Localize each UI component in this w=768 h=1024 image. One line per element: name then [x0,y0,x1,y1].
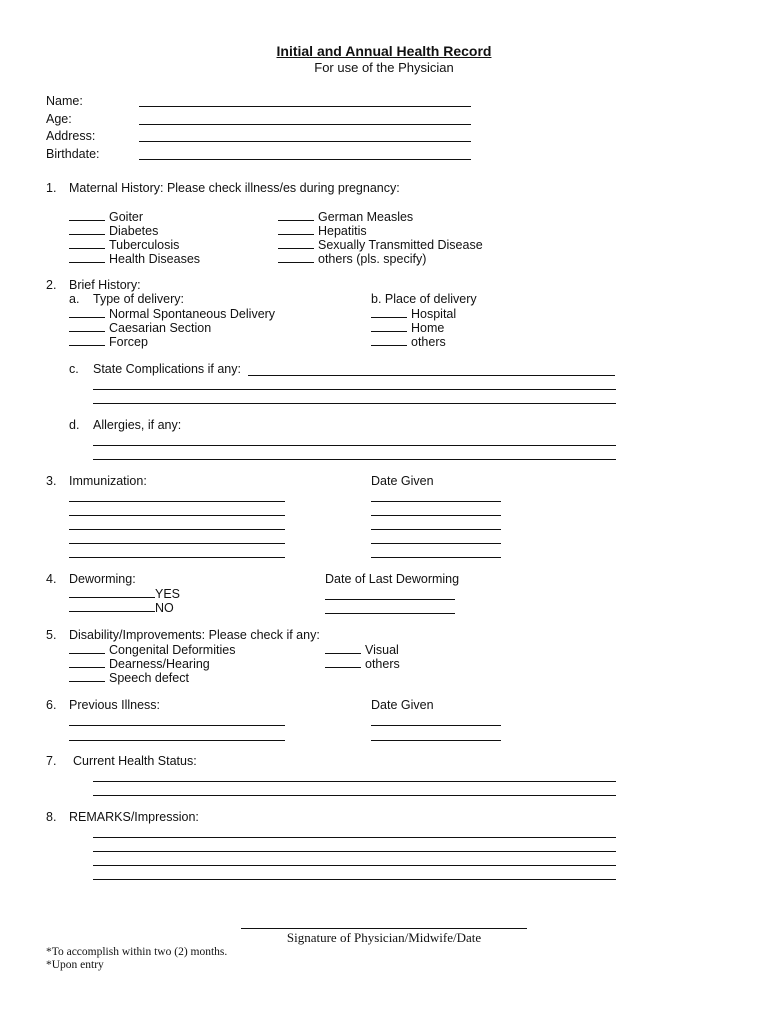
signature-label: Signature of Physician/Midwife/Date [286,930,482,945]
immunization-line[interactable] [69,543,285,544]
signature-line[interactable] [241,928,527,929]
birthdate-field[interactable] [139,159,471,160]
remarks-line[interactable] [93,879,616,880]
deworming-no-option[interactable]: NO [69,600,174,615]
immunization-line[interactable] [69,515,285,516]
checkbox-home[interactable]: Home [371,320,444,335]
checkbox-diabetes[interactable]: Diabetes [69,223,158,238]
immunization-line[interactable] [69,501,285,502]
immunization-line[interactable] [69,529,285,530]
previous-illness-line[interactable] [69,725,285,726]
deworming-date-line[interactable] [325,613,455,614]
checkbox-tuberculosis[interactable]: Tuberculosis [69,237,179,252]
checkbox-hepatitis[interactable]: Hepatitis [278,223,367,238]
section-2-number: 2. [46,278,57,292]
checkbox-visual[interactable]: Visual [325,642,399,657]
section-3-date-label: Date Given [371,474,434,488]
section-2a-letter: a. [69,292,80,306]
section-8-heading: REMARKS/Impression: [69,810,199,824]
section-2d-letter: d. [69,418,80,432]
previous-illness-line[interactable] [69,740,285,741]
section-2b-label: b. Place of delivery [371,292,477,306]
checkbox-congenital-deformities[interactable]: Congenital Deformities [69,642,235,657]
health-status-line[interactable] [93,781,616,782]
checkbox-caesarian[interactable]: Caesarian Section [69,320,211,335]
checkbox-german-measles[interactable]: German Measles [278,209,413,224]
checkbox-goiter[interactable]: Goiter [69,209,143,224]
immunization-date-line[interactable] [371,515,501,516]
immunization-line[interactable] [69,557,285,558]
section-8-number: 8. [46,810,57,824]
remarks-line[interactable] [93,837,616,838]
section-2a-label: Type of delivery: [93,292,185,306]
section-5-number: 5. [46,628,57,642]
section-6-number: 6. [46,698,57,712]
footnote-2: *Upon entry [46,959,104,971]
previous-illness-date-line[interactable] [371,725,501,726]
complications-line-2[interactable] [93,389,616,390]
section-1-heading: Maternal History: Please check illness/es during pregnancy: [69,181,400,195]
checkbox-health-diseases[interactable]: Health Diseases [69,251,200,266]
allergies-line-1[interactable] [93,445,616,446]
name-label: Name: [46,94,83,108]
remarks-line[interactable] [93,865,616,866]
name-field[interactable] [139,106,471,107]
checkbox-normal-delivery[interactable]: Normal Spontaneous Delivery [69,306,275,321]
section-4-heading: Deworming: [69,572,136,586]
age-label: Age: [46,112,72,126]
immunization-date-line[interactable] [371,543,501,544]
checkbox-others-specify[interactable]: others (pls. specify) [278,251,426,266]
previous-illness-date-line[interactable] [371,740,501,741]
complications-line-3[interactable] [93,403,616,404]
deworming-yes-option[interactable]: YES [69,586,180,601]
form-title: Initial and Annual Health Record [276,43,492,59]
checkbox-forcep[interactable]: Forcep [69,334,148,349]
checkbox-dearness-hearing[interactable]: Dearness/Hearing [69,656,210,671]
section-2c-label: State Complications if any: [93,362,241,376]
checkbox-others-disability[interactable]: others [325,656,400,671]
checkbox-hospital[interactable]: Hospital [371,306,456,321]
address-field[interactable] [139,141,471,142]
section-3-number: 3. [46,474,57,488]
checkbox-others-place[interactable]: others [371,334,446,349]
section-2c-letter: c. [69,362,79,376]
immunization-date-line[interactable] [371,557,501,558]
section-1-number: 1. [46,181,57,195]
section-7-heading: Current Health Status: [73,754,197,768]
complications-field[interactable] [248,375,615,376]
section-4-number: 4. [46,572,57,586]
deworming-date-line[interactable] [325,599,455,600]
form-subtitle: For use of the Physician [314,60,454,75]
birthdate-label: Birthdate: [46,147,100,161]
section-2d-label: Allergies, if any: [93,418,182,432]
allergies-line-2[interactable] [93,459,616,460]
section-7-number: 7. [46,754,57,768]
address-label: Address: [46,129,96,143]
section-5-heading: Disability/Improvements: Please check if any: [69,628,320,642]
remarks-line[interactable] [93,851,616,852]
immunization-date-line[interactable] [371,529,501,530]
age-field[interactable] [139,124,471,125]
section-6-heading: Previous Illness: [69,698,161,712]
section-3-heading: Immunization: [69,474,147,488]
checkbox-speech-defect[interactable]: Speech defect [69,670,189,685]
checkbox-std[interactable]: Sexually Transmitted Disease [278,237,483,252]
section-4-date-label: Date of Last Deworming [325,572,460,586]
footnote-1: *To accomplish within two (2) months. [46,946,228,958]
health-status-line[interactable] [93,795,616,796]
immunization-date-line[interactable] [371,501,501,502]
section-2-heading: Brief History: [69,278,141,292]
section-6-date-label: Date Given [371,698,434,712]
